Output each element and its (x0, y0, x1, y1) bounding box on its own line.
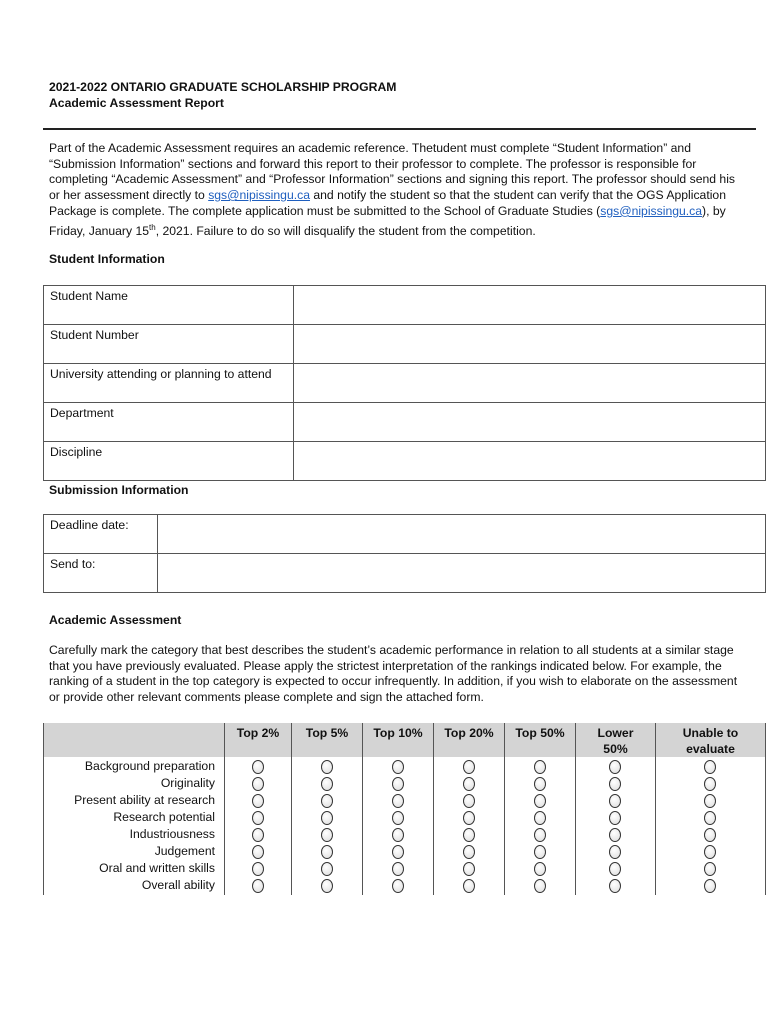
rating-radio[interactable] (534, 879, 546, 893)
criterion-label: Oral and written skills (99, 861, 215, 875)
column-divider (291, 723, 292, 895)
rating-radio[interactable] (463, 794, 475, 808)
column-divider (655, 723, 656, 895)
rating-radio[interactable] (609, 879, 621, 893)
intro-text-3: ), by Friday, January 15 (49, 203, 726, 238)
email-link[interactable]: sgs@nipissingu.ca (208, 188, 310, 203)
rating-radio[interactable] (321, 777, 333, 791)
rating-radio[interactable] (252, 879, 264, 893)
criterion-label: Industriousness (129, 827, 215, 841)
rating-radio[interactable] (321, 760, 333, 774)
send-to-input[interactable] (158, 554, 766, 593)
rating-radio[interactable] (704, 760, 716, 774)
rating-radio[interactable] (392, 845, 404, 859)
rating-radio[interactable] (392, 777, 404, 791)
rating-radio[interactable] (392, 811, 404, 825)
title-divider (43, 128, 756, 130)
student-number-input[interactable] (294, 325, 766, 364)
document-subtitle: Academic Assessment Report (49, 96, 224, 110)
rating-radio[interactable] (321, 879, 333, 893)
criterion-label: Background preparation (84, 759, 215, 773)
column-divider (575, 723, 576, 895)
column-divider (504, 723, 505, 895)
rating-radio[interactable] (609, 811, 621, 825)
rating-radio[interactable] (463, 777, 475, 791)
rating-radio[interactable] (704, 811, 716, 825)
rating-radio[interactable] (252, 862, 264, 876)
submission-info-table (43, 514, 766, 593)
rating-radio[interactable] (534, 794, 546, 808)
rating-radio[interactable] (609, 845, 621, 859)
document-title: 2021-2022 ONTARIO GRADUATE SCHOLARSHIP PROGRAM (49, 80, 397, 94)
rating-radio[interactable] (609, 760, 621, 774)
rating-radio[interactable] (534, 777, 546, 791)
rating-radio[interactable] (463, 828, 475, 842)
column-header: Top 10% (362, 723, 433, 757)
intro-text-2: and notify the student so that the student can verify that the OGS Application Package is complete. The complete application must be submitted to the School of Graduate Studies ( (49, 188, 726, 218)
rating-radio[interactable] (609, 828, 621, 842)
student-info-heading: Student Information (49, 252, 165, 266)
rating-radio[interactable] (534, 760, 546, 774)
rating-radio[interactable] (463, 760, 475, 774)
header-blank-cell (43, 723, 224, 757)
criterion-label: Originality (160, 776, 215, 790)
rating-radio[interactable] (321, 811, 333, 825)
rating-radio[interactable] (252, 828, 264, 842)
intro-text-4: , 2021. Failure to do so will disqualify the student from the competition. (155, 223, 536, 238)
rating-radio[interactable] (252, 760, 264, 774)
rating-radio[interactable] (252, 845, 264, 859)
rating-radio[interactable] (321, 828, 333, 842)
rating-radio[interactable] (252, 811, 264, 825)
rating-radio[interactable] (534, 845, 546, 859)
column-divider (765, 723, 766, 895)
field-label: Send to: (44, 554, 158, 593)
column-header: Unable to evaluate (655, 723, 765, 757)
assessment-instructions: Carefully mark the category that best describes the student’s academic performance in relation to all students at a similar stage that you have previously evaluated. Please apply the strictest interpretation of the rankings indicated below. For example, the ranking of a student in the top category is expected to occur infrequently. In addition, if you wish to elaborate on the assessment or provide other relevant comments please complete and sign the attached form. (49, 643, 738, 705)
column-header: Top 5% (291, 723, 362, 757)
field-label: Student Name (44, 286, 294, 325)
column-divider (224, 723, 225, 895)
rating-radio[interactable] (704, 777, 716, 791)
column-header: Lower 50% (575, 723, 655, 757)
rating-radio[interactable] (321, 862, 333, 876)
field-label: Discipline (44, 442, 294, 481)
rating-radio[interactable] (392, 760, 404, 774)
rating-radio[interactable] (609, 794, 621, 808)
intro-paragraph (49, 141, 749, 239)
university-input[interactable] (294, 364, 766, 403)
rating-radio[interactable] (534, 862, 546, 876)
criterion-label: Judgement (154, 844, 215, 858)
rating-radio[interactable] (534, 811, 546, 825)
rating-radio[interactable] (463, 862, 475, 876)
column-header: Top 2% (224, 723, 291, 757)
academic-assessment-heading: Academic Assessment (49, 613, 182, 627)
rating-radio[interactable] (704, 828, 716, 842)
rating-radio[interactable] (392, 794, 404, 808)
column-header: Top 50% (504, 723, 575, 757)
rating-radio[interactable] (609, 777, 621, 791)
rating-radio[interactable] (252, 794, 264, 808)
rating-radio[interactable] (392, 879, 404, 893)
department-input[interactable] (294, 403, 766, 442)
column-divider (362, 723, 363, 895)
superscript: th (149, 222, 156, 232)
rating-radio[interactable] (534, 828, 546, 842)
criterion-label: Research potential (113, 810, 215, 824)
rating-radio[interactable] (252, 777, 264, 791)
field-label: Student Number (44, 325, 294, 364)
deadline-date-input[interactable] (158, 515, 766, 554)
student-info-table (43, 285, 766, 481)
field-label: Department (44, 403, 294, 442)
criterion-label: Overall ability (141, 878, 215, 892)
rating-radio[interactable] (463, 879, 475, 893)
rating-radio[interactable] (392, 862, 404, 876)
discipline-input[interactable] (294, 442, 766, 481)
rating-radio[interactable] (321, 794, 333, 808)
rating-radio[interactable] (463, 845, 475, 859)
criterion-label: Present ability at research (74, 793, 215, 807)
rating-radio[interactable] (704, 862, 716, 876)
rating-radio[interactable] (704, 845, 716, 859)
rating-radio[interactable] (704, 879, 716, 893)
rating-radio[interactable] (609, 862, 621, 876)
rating-radio[interactable] (704, 794, 716, 808)
intro-text-1: Part of the Academic Assessment requires an academic reference. Thetudent must complete “Student Information” and “Submission Information” sections and forward this report to their professor to complete. The professor is responsible for completing “Academic Assessment” and “Professor Information” sections and signing this report. The professor should send his or her assessment directly to (49, 141, 735, 203)
field-label: Deadline date: (44, 515, 158, 554)
column-divider (433, 723, 434, 895)
submission-info-heading: Submission Information (49, 483, 189, 497)
student-name-input[interactable] (294, 286, 766, 325)
column-header: Top 20% (433, 723, 504, 757)
rating-radio[interactable] (463, 811, 475, 825)
email-link-2[interactable]: sgs@nipissingu.ca (600, 203, 703, 218)
rating-radio[interactable] (392, 828, 404, 842)
field-label: University attending or planning to attend (44, 364, 294, 403)
rating-radio[interactable] (321, 845, 333, 859)
